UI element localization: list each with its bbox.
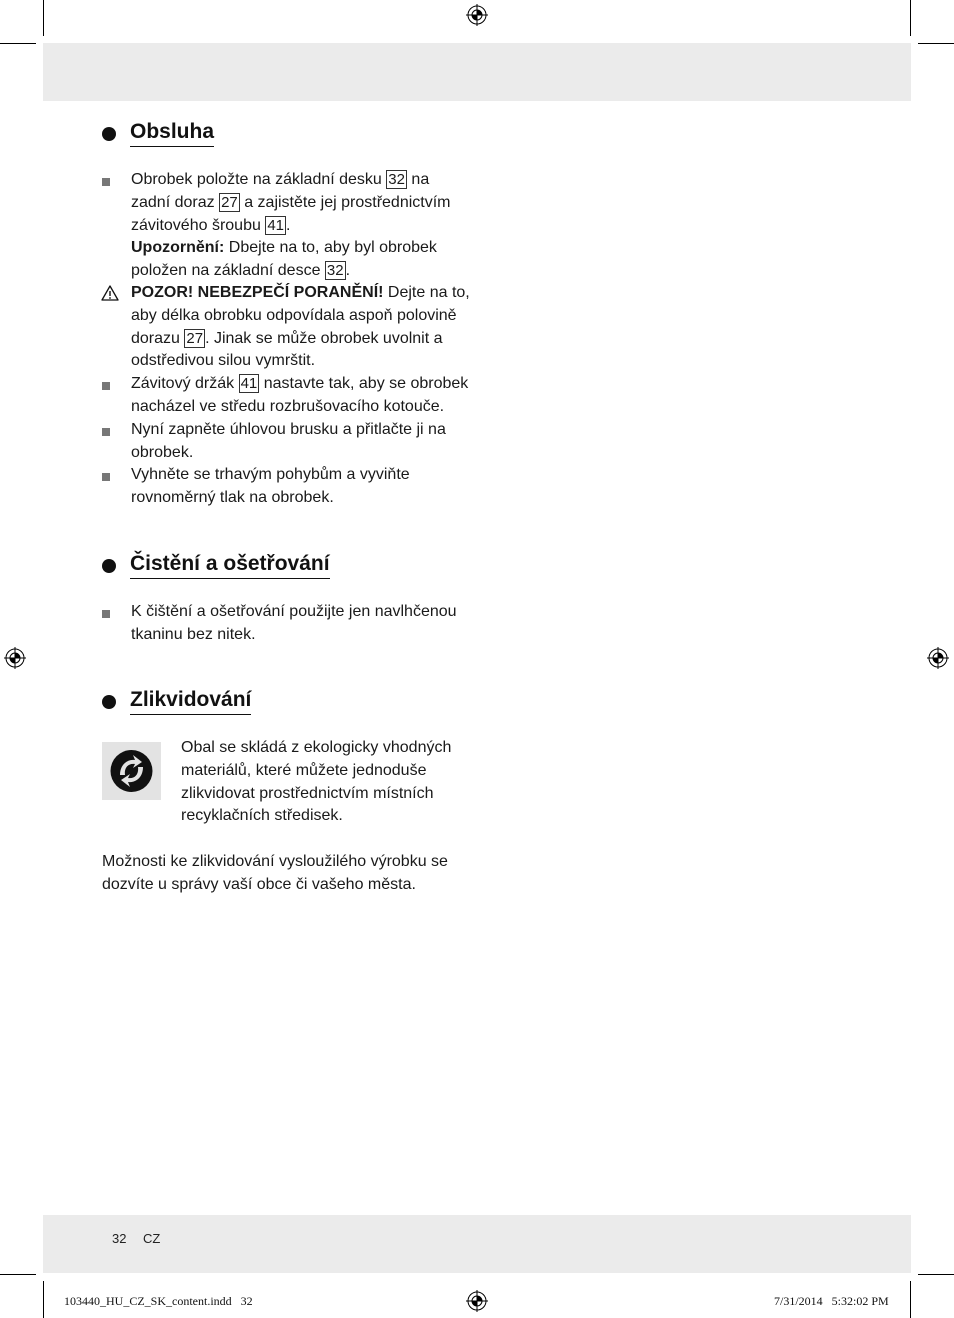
- crop-mark: [910, 1281, 911, 1318]
- list-item: K čištění a ošetřování použijte jen navlhčenou tkaninu bez nitek.: [131, 603, 457, 643]
- square-bullet-icon: [102, 473, 110, 481]
- heading-bullet-icon: [102, 559, 116, 573]
- crop-mark: [918, 43, 954, 44]
- part-reference: 41: [240, 375, 258, 392]
- green-dot-recycling-icon: [102, 742, 161, 800]
- part-reference: 41: [267, 216, 284, 234]
- heading-bullet-icon: [102, 127, 116, 141]
- warning-item: POZOR! NEBEZPEČÍ PORANĚNÍ! Dejte na to, aby délka obrobku odpovídala aspoň polovině dorazu 27 . Jinak se může obrobek uvolnit a odstředivou silou vymrštit.: [131, 284, 470, 370]
- section-title: Obsluha: [130, 120, 214, 147]
- section-heading-obsluha: [102, 120, 214, 147]
- heading-bullet-icon: [102, 695, 116, 709]
- crop-mark: [43, 1281, 44, 1318]
- crop-mark: [0, 1274, 36, 1275]
- registration-mark-icon: [466, 1290, 488, 1312]
- list-item: Závitový držák 41 nastavte tak, aby se obrobek nacházel ve středu rozbrušovacího kotouče.: [131, 375, 469, 415]
- header-band: [43, 43, 911, 101]
- recycling-text: Obal se skládá z ekologicky vhodných materiálů, které můžete jednoduše zlikvidovat prostřednictvím místních recyklačních středisek.: [181, 739, 452, 825]
- crop-mark: [0, 43, 36, 44]
- recycling-symbol: [102, 742, 161, 800]
- part-reference: 27: [186, 329, 204, 347]
- warning-triangle-icon: [101, 285, 119, 301]
- registration-mark-icon: [927, 647, 949, 669]
- page-number: 32: [112, 1231, 127, 1246]
- square-bullet-icon: [102, 178, 110, 186]
- part-reference: 27: [221, 193, 238, 211]
- square-bullet-icon: [102, 610, 110, 618]
- registration-mark-icon: [466, 4, 488, 26]
- section-heading-zlikvidovani: [102, 688, 251, 715]
- section-heading-cisteni: [102, 552, 330, 579]
- section-title: Čistění a ošetřování: [130, 552, 330, 579]
- warning-label: POZOR! NEBEZPEČÍ PORANĚNÍ!: [131, 284, 384, 301]
- square-bullet-icon: [102, 382, 110, 390]
- slug-filename: 103440_HU_CZ_SK_content.indd 32: [64, 1294, 253, 1308]
- crop-mark: [43, 0, 44, 36]
- square-bullet-icon: [102, 428, 110, 436]
- section-title: Zlikvidování: [130, 688, 251, 715]
- list-item: Obrobek položte na základní desku 32 na zadní doraz 27 a zajistěte jej prostřednictvím závitového šroubu 41 . Upozornění: Dbejte na to, aby byl obrobek položen na základní desce 32 .: [131, 171, 451, 280]
- list-item: Nyní zapněte úhlovou brusku a přitlačte ji na obrobek.: [131, 421, 446, 461]
- slug-timestamp: 7/31/2014 5:32:02 PM: [774, 1294, 889, 1308]
- disposal-paragraph: Možnosti ke zlikvidování vysloužilého výrobku se dozvíte u správy vaší obce či vašeho města.: [102, 853, 448, 893]
- list-item: Vyhněte se trhavým pohybům a vyviňte rovnoměrný tlak na obrobek.: [131, 466, 410, 506]
- part-reference: 32: [388, 171, 405, 188]
- registration-mark-icon: [4, 647, 26, 669]
- part-reference: 32: [326, 262, 344, 280]
- language-code: CZ: [143, 1231, 161, 1246]
- crop-mark: [918, 1274, 954, 1275]
- crop-mark: [910, 0, 911, 36]
- note-label: Upozornění:: [131, 239, 225, 257]
- footer-band: [43, 1215, 911, 1273]
